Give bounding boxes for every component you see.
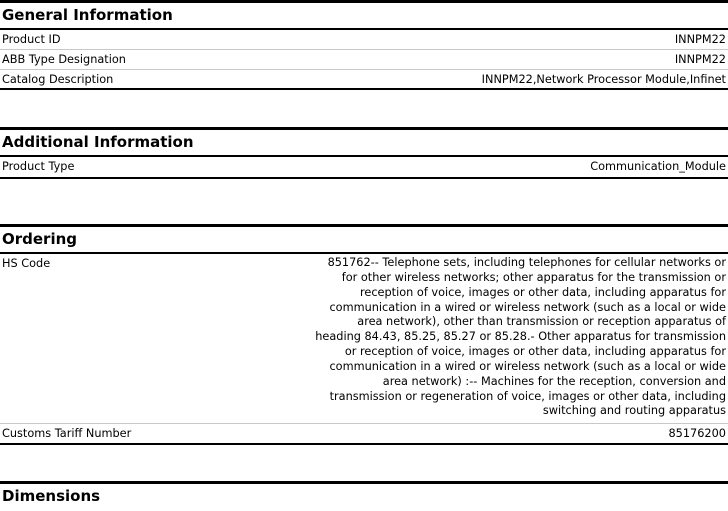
row-value: Communication_Module — [590, 160, 726, 173]
section-title: Ordering — [0, 224, 728, 254]
section-title: Additional Information — [0, 127, 728, 157]
ordering-section — [0, 224, 728, 445]
row-label: Product Type — [2, 160, 75, 173]
additional-information-section — [0, 127, 728, 179]
row-label: Customs Tariff Number — [2, 427, 132, 440]
table-row — [0, 30, 728, 50]
dimensions-section — [0, 481, 728, 511]
table-row — [0, 70, 728, 90]
general-information-section — [0, 0, 728, 90]
table-row — [0, 157, 728, 179]
row-label: HS Code — [2, 257, 51, 270]
hs-code-description: 851762-- Telephone sets, including telephones for cellular networks or for other wireless networks; other apparatus for the transmission or reception of voice, images or other data, including apparatus for communication in a wired or wireless network (such as a local or wide area network), other than transmission or reception apparatus of heading 84.43, 85.25, 85.27 or 85.28.- Other apparatus for transmission or reception of voice, images or other data, including apparatus for communication in a wired or wireless network (such as a local or wide area network) :-- Machines for the reception, conversion and transmission or regeneration of voice, images or other data, including switching and routing apparatus — [315, 256, 726, 418]
row-label: Catalog Description — [2, 73, 114, 86]
table-row — [0, 254, 728, 424]
table-row — [0, 50, 728, 70]
section-title: Dimensions — [0, 481, 728, 511]
row-value: INNPM22 — [674, 53, 726, 66]
row-value: 85176200 — [668, 427, 726, 440]
row-label: ABB Type Designation — [2, 53, 126, 66]
row-value: INNPM22,Network Processor Module,Infinet — [481, 73, 726, 86]
table-row — [0, 424, 728, 445]
row-value: INNPM22 — [674, 33, 726, 46]
row-label: Product ID — [2, 33, 61, 46]
section-title: General Information — [0, 0, 728, 30]
